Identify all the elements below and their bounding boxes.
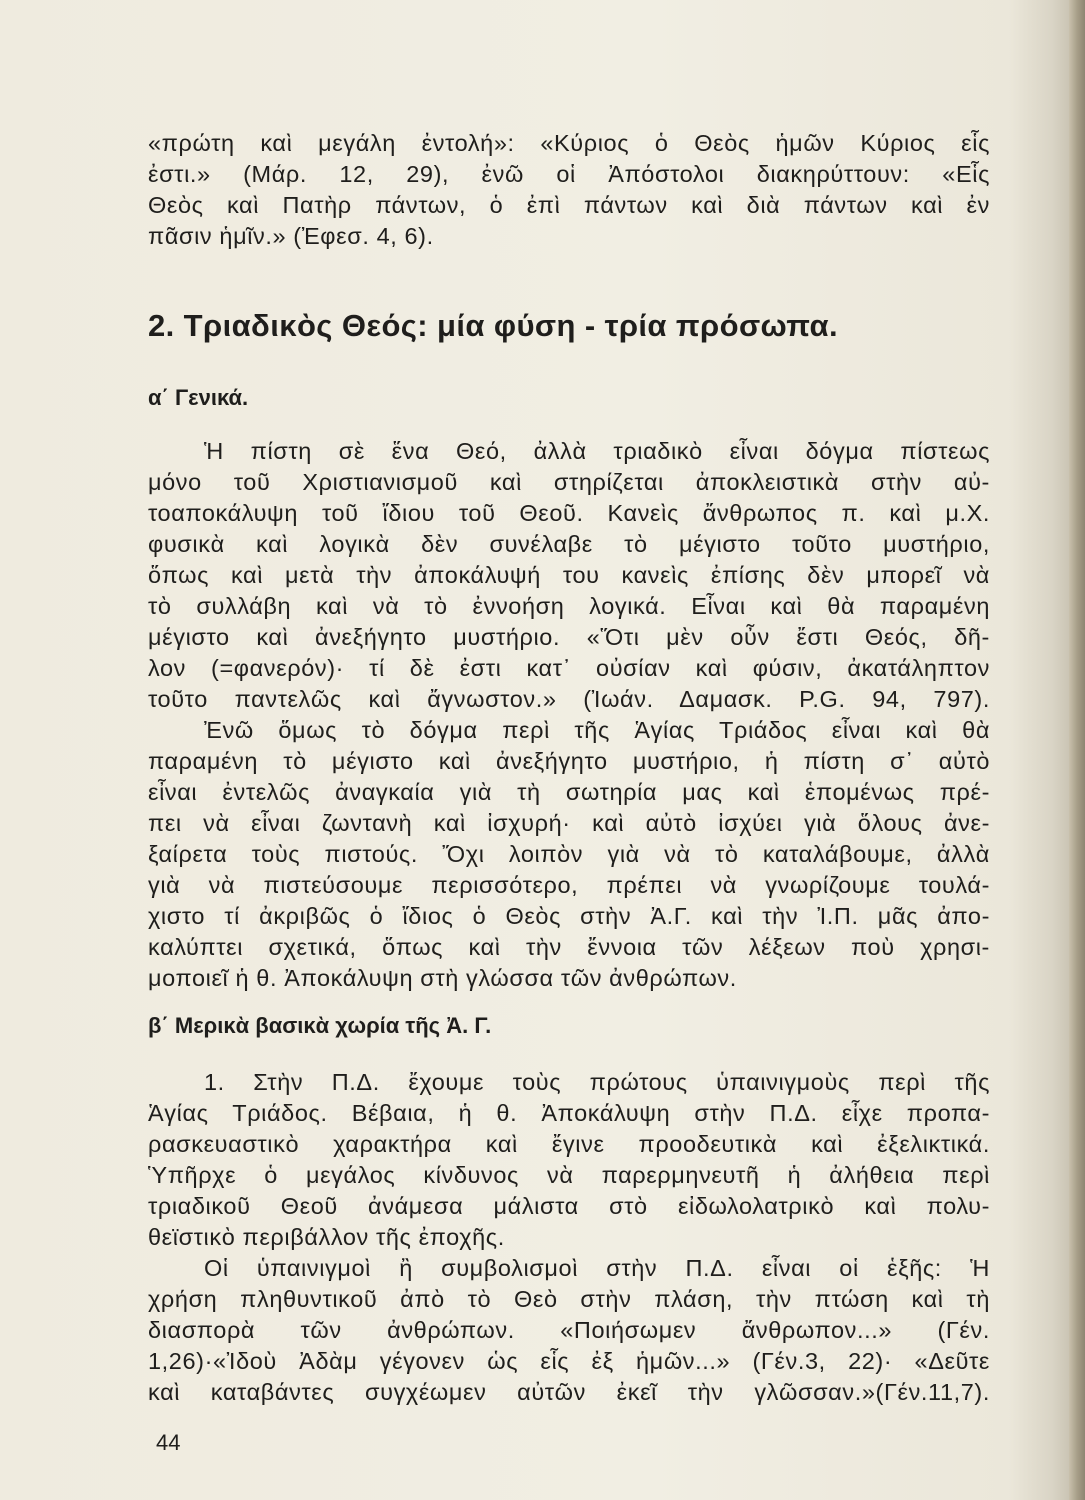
text-line: τοαποκάλυψη τοῦ ἴδιου τοῦ Θεοῦ. Κανεὶς ἄνθρωπος π. καὶ μ.Χ. — [148, 500, 990, 526]
text-line: Ἡ πίστη σὲ ἕνα Θεό, ἀλλὰ τριαδικὸ εἶναι δόγμα πίστεως — [204, 438, 990, 464]
text-line: πᾶσιν ἡμῖν.» (Ἐφεσ. 4, 6). — [148, 223, 434, 249]
text-line: πει νὰ εἶναι ζωντανὴ καὶ ἰσχυρή· καὶ αὐτὸ ἰσχύει γιὰ ὅλους ἀνε- — [148, 810, 990, 836]
text-line: 1. Στὴν Π.Δ. ἔχουμε τοὺς πρώτους ὑπαινιγμοὺς περὶ τῆς — [204, 1069, 990, 1095]
text-line: γιὰ νὰ πιστεύσουμε περισσότερο, πρέπει νὰ γνωρίζουμε τουλά- — [148, 872, 990, 898]
subsection-heading-b: β΄ Μερικὰ βασικὰ χωρία τῆς Ἀ. Γ. — [148, 1013, 492, 1038]
text-line: μόνο τοῦ Χριστιανισμοῦ καὶ στηρίζεται ἀποκλειστικὰ στὴν αὐ- — [148, 469, 990, 495]
text-line: φυσικὰ καὶ λογικὰ δὲν συνέλαβε τὸ μέγιστο τοῦτο μυστήριο, — [148, 531, 990, 557]
text-line: Θεὸς καὶ Πατὴρ πάντων, ὁ ἐπὶ πάντων καὶ διὰ πάντων καὶ ἐν — [148, 192, 990, 218]
text-line: μοποιεῖ ἡ θ. Ἀποκάλυψη στὴ γλώσσα τῶν ἀνθρώπων. — [148, 965, 737, 991]
text-line: παραμένη τὸ μέγιστο καὶ ἀνεξήγητο μυστήριο, ἡ πίστη σ᾽ αὐτὸ — [148, 748, 990, 774]
text-line: τριαδικοῦ Θεοῦ ἀνάμεσα μάλιστα στὸ εἰδωλολατρικὸ καὶ πολυ- — [148, 1193, 990, 1219]
text-line: ρασκευαστικὸ χαρακτήρα καὶ ἔγινε προοδευτικὰ καὶ ἐξελικτικά. — [148, 1131, 990, 1157]
text-line: «πρώτη καὶ μεγάλη ἐντολή»: «Κύριος ὁ Θεὸς ἡμῶν Κύριος εἷς — [148, 130, 990, 156]
subsection-heading-a: α΄ Γενικά. — [148, 385, 249, 410]
page-number: 44 — [156, 1430, 181, 1455]
text-line: ἐστι.» (Μάρ. 12, 29), ἐνῶ οἱ Ἀπόστολοι διακηρύττουν: «Εἷς — [148, 161, 990, 187]
text-line: ξαίρετα τοὺς πιστούς. Ὄχι λοιπὸν γιὰ νὰ τὸ καταλάβουμε, ἀλλὰ — [148, 841, 990, 867]
text-line: λον (=φανερόν)· τί δὲ ἐστι κατ᾽ οὐσίαν καὶ φύσιν, ἀκατάληπτον — [148, 655, 990, 681]
text-line: διασπορὰ τῶν ἀνθρώπων. «Ποιήσωμεν ἄνθρωπον...» (Γέν. — [148, 1317, 990, 1343]
text-line: Ἐνῶ ὅμως τὸ δόγμα περὶ τῆς Ἁγίας Τριάδος εἶναι καὶ θὰ — [204, 717, 990, 743]
text-line: καὶ καταβάντες συγχέωμεν αὐτῶν ἐκεῖ τὴν γλῶσσαν.»(Γέν.11,7). — [148, 1379, 990, 1405]
text-line: χρήση πληθυντικοῦ ἀπὸ τὸ Θεὸ στὴν πλάση, τὴν πτώση καὶ τὴ — [148, 1286, 990, 1312]
section-heading: 2. Τριαδικὸς Θεός: μία φύση - τρία πρόσωπα. — [148, 308, 839, 343]
text-line: ὅπως καὶ μετὰ τὴν ἀποκάλυψή του κανεὶς ἐπίσης δὲν μπορεῖ νὰ — [148, 562, 990, 588]
text-line: θεϊστικὸ περιβάλλον τῆς ἐποχῆς. — [148, 1224, 505, 1250]
page-edge — [1069, 0, 1085, 1500]
text-line: μέγιστο καὶ ἀνεξήγητο μυστήριο. «Ὅτι μὲν οὖν ἔστι Θεός, δῆ- — [148, 624, 990, 650]
text-line: εἶναι ἐντελῶς ἀναγκαία γιὰ τὴ σωτηρία μας καὶ ἑπομένως πρέ- — [148, 779, 990, 805]
text-line: καλύπτει σχετικά, ὅπως καὶ τὴν ἔννοια τῶν λέξεων ποὺ χρησι- — [148, 934, 990, 960]
text-line: Ἁγίας Τριάδος. Βέβαια, ἡ θ. Ἀποκάλυψη στὴν Π.Δ. εἶχε προπα- — [148, 1100, 990, 1126]
text-line: τοῦτο παντελῶς καὶ ἄγνωστον.» (Ἰωάν. Δαμασκ. P.G. 94, 797). — [148, 686, 990, 712]
text-line: Οἱ ὑπαινιγμοὶ ἢ συμβολισμοὶ στὴν Π.Δ. εἶναι οἱ ἑξῆς: Ἡ — [204, 1255, 990, 1281]
text-line: 1,26)·«Ἰδοὺ Ἀδὰμ γέγονεν ὡς εἷς ἐξ ἡμῶν...» (Γέν.3, 22)· «Δεῦτε — [148, 1348, 990, 1374]
text-line: τὸ συλλάβη καὶ νὰ τὸ ἐννοήση λογικά. Εἶναι καὶ θὰ παραμένη — [148, 593, 990, 619]
text-line: χιστο τί ἀκριβῶς ὁ ἴδιος ὁ Θεὸς στὴν Ἀ.Γ. καὶ τὴν Ἰ.Π. μᾶς ἀπο- — [148, 903, 990, 929]
text-line: Ὑπῆρχε ὁ μεγάλος κίνδυνος νὰ παρερμηνευτῆ ἡ ἀλήθεια περὶ — [148, 1162, 990, 1188]
